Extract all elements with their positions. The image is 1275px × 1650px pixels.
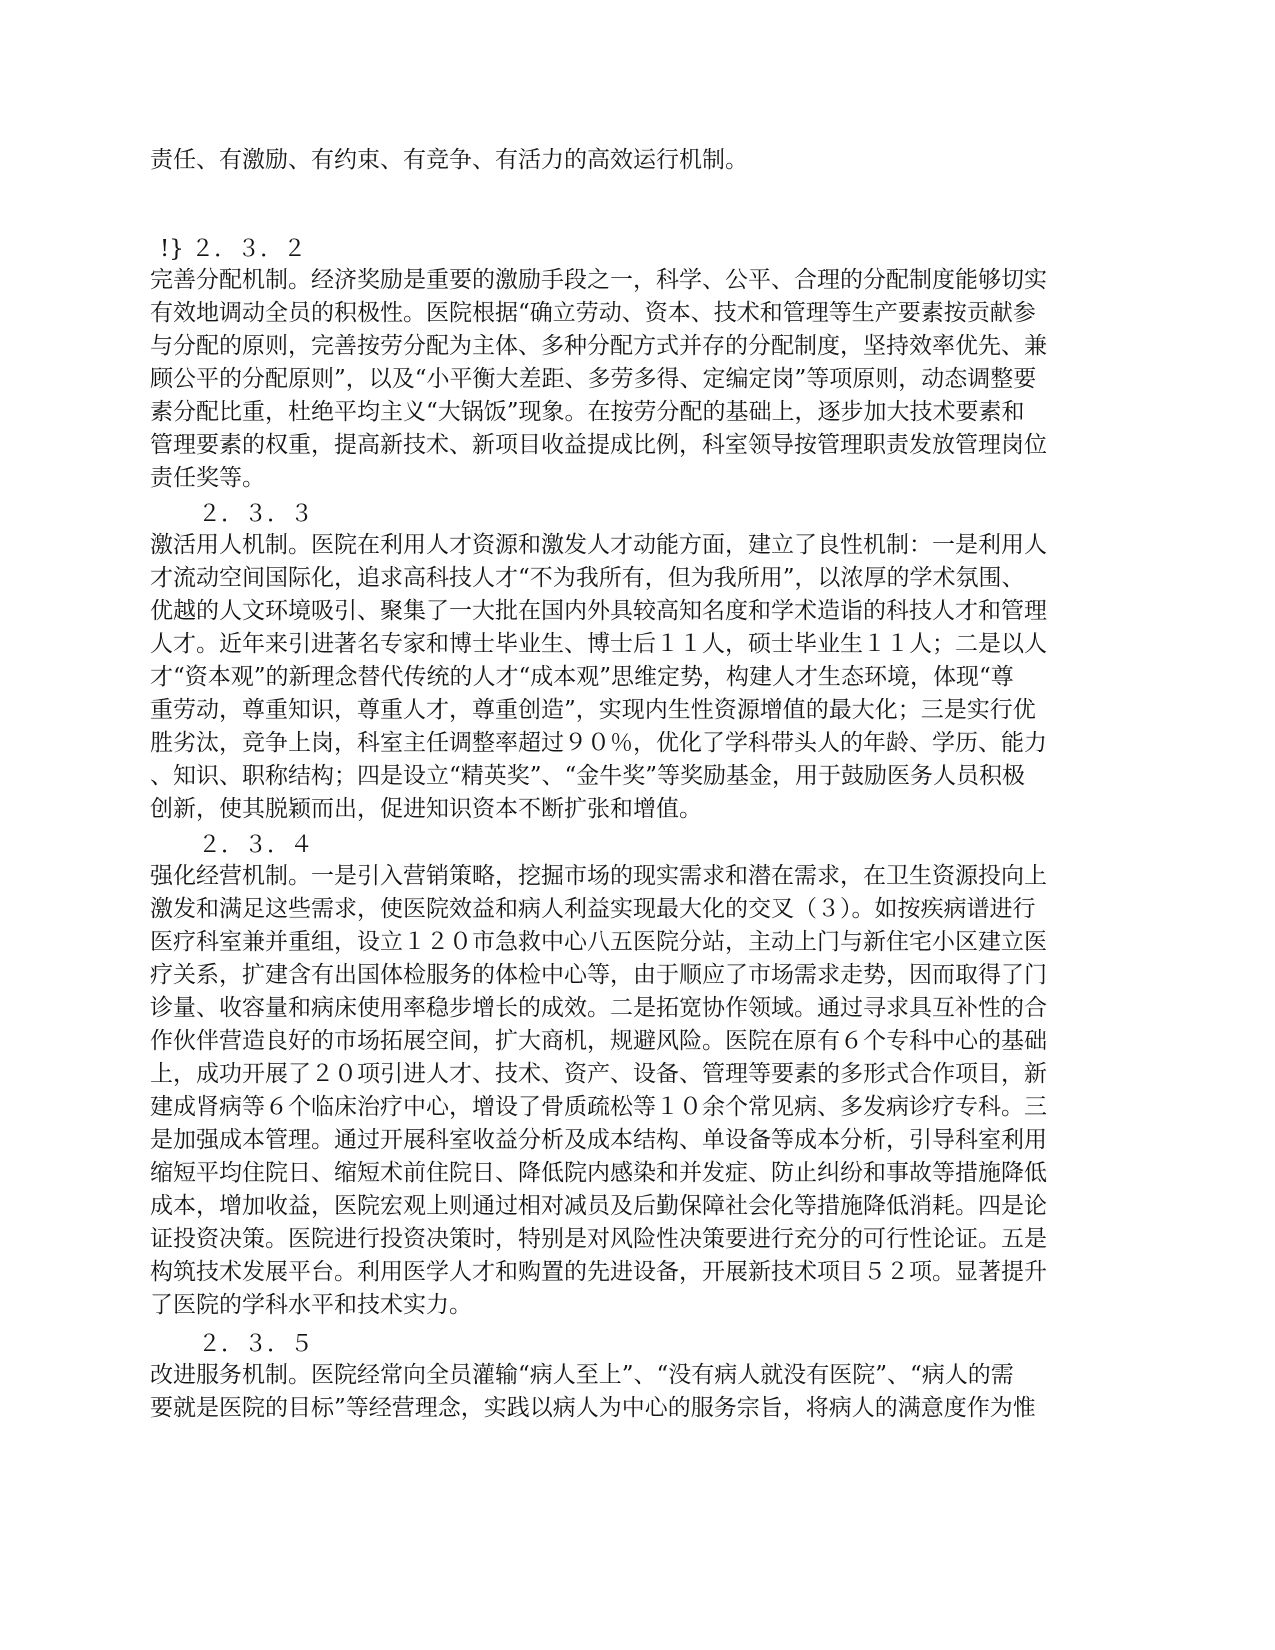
paragraph-line: 成本，增加收益，医院宏观上则通过相对减员及后勤保障社会化等措施降低消耗。四是论: [150, 1193, 1047, 1219]
paragraph-line: 了医院的学科水平和技术实力。: [150, 1292, 472, 1318]
paragraph-line: 上，成功开展了２０项引进人才、技术、资产、设备、管理等要素的多形式合作项目，新: [150, 1061, 1047, 1087]
intro-line: 责任、有激励、有约束、有竞争、有活力的高效运行机制。: [150, 147, 748, 173]
paragraph-line: 人才。近年来引进著名专家和博士毕业生、博士后１１人，硕士毕业生１１人；二是以人: [150, 631, 1047, 657]
paragraph-line: 才流动空间国际化，追求高科技人才“不为我所有，但为我所用”，以浓厚的学术氛围、: [150, 565, 1025, 591]
paragraph-line: 优越的人文环境吸引、聚集了一大批在国内外具较高知名度和学术造诣的科技人才和管理: [150, 598, 1047, 624]
paragraph-line: 诊量、收容量和病床使用率稳步增长的成效。二是拓宽协作领域。通过寻求具互补性的合: [150, 995, 1047, 1021]
paragraph-line: 医疗科室兼并重组，设立１２０市急救中心八五医院分站，主动上门与新住宅小区建立医: [150, 929, 1047, 955]
paragraph-line: 顾公平的分配原则”，以及“小平衡大差距、多劳多得、定编定岗”等项原则，动态调整要: [150, 366, 1037, 392]
paragraph-line: 与分配的原则，完善按劳分配为主体、多种分配方式并存的分配制度，坚持效率优先、兼: [150, 333, 1047, 359]
section-heading-2-3-5: ２．３．５: [198, 1331, 313, 1357]
paragraph-line: 证投资决策。医院进行投资决策时，特别是对风险性决策要进行充分的可行性论证。五是: [150, 1226, 1047, 1252]
paragraph-line: 完善分配机制。经济奖励是重要的激励手段之一，科学、公平、合理的分配制度能够切实: [150, 267, 1047, 293]
paragraph-line: 才“资本观”的新理念替代传统的人才“成本观”思维定势，构建人才生态环境，体现“尊: [150, 664, 1014, 690]
paragraph-line: 激发和满足这些需求，使医院效益和病人利益实现最大化的交叉（３）。如按疾病谱进行: [150, 896, 1036, 922]
paragraph-line: 重劳动，尊重知识，尊重人才，尊重创造”，实现内生性资源增值的最大化；三是实行优: [150, 697, 1036, 723]
paragraph-line: 责任奖等。: [150, 465, 265, 491]
paragraph-line: 疗关系，扩建含有出国体检服务的体检中心等，由于顺应了市场需求走势，因而取得了门: [150, 962, 1047, 988]
paragraph-line: 有效地调动全员的积极性。医院根据“确立劳动、资本、技术和管理等生产要素按贡献参: [150, 300, 1036, 326]
paragraph-line: 创新，使其脱颖而出，促进知识资本不断扩张和增值。: [150, 796, 702, 822]
paragraph-line: 、知识、职称结构；四是设立“精英奖”、“金牛奖”等奖励基金，用于鼓励医务人员积极: [150, 763, 1026, 789]
paragraph-line: 改进服务机制。医院经常向全员灌输“病人至上”、“没有病人就没有医院”、“病人的需: [150, 1362, 1014, 1388]
paragraph-line: 作伙伴营造良好的市场拓展空间，扩大商机，规避风险。医院在原有６个专科中心的基础: [150, 1028, 1047, 1054]
paragraph-line: 素分配比重，杜绝平均主义“大锅饭”现象。在按劳分配的基础上，逐步加大技术要素和: [150, 399, 1025, 425]
section-heading-2-3-2: !} ２．３．２: [160, 236, 307, 262]
section-heading-2-3-3: ２．３．３: [198, 501, 313, 527]
paragraph-line: 胜劣汰，竞争上岗，科室主任调整率超过９０％，优化了学科带头人的年龄、学历、能力: [150, 730, 1047, 756]
paragraph-line: 缩短平均住院日、缩短术前住院日、降低院内感染和并发症、防止纠纷和事故等措施降低: [150, 1160, 1047, 1186]
section-heading-2-3-4: ２．３．４: [198, 832, 313, 858]
paragraph-line: 管理要素的权重，提高新技术、新项目收益提成比例，科室领导按管理职责发放管理岗位: [150, 432, 1047, 458]
paragraph-line: 是加强成本管理。通过开展科室收益分析及成本结构、单设备等成本分析，引导科室利用: [150, 1127, 1047, 1153]
paragraph-line: 强化经营机制。一是引入营销策略，挖掘市场的现实需求和潜在需求，在卫生资源投向上: [150, 863, 1047, 889]
paragraph-line: 构筑技术发展平台。利用医学人才和购置的先进设备，开展新技术项目５２项。显著提升: [150, 1259, 1047, 1285]
paragraph-line: 建成肾病等６个临床治疗中心，增设了骨质疏松等１０余个常见病、多发病诊疗专科。三: [150, 1094, 1047, 1120]
paragraph-line: 激活用人机制。医院在利用人才资源和激发人才动能方面，建立了良性机制：一是利用人: [150, 532, 1047, 558]
paragraph-line: 要就是医院的目标”等经营理念，实践以病人为中心的服务宗旨，将病人的满意度作为惟: [150, 1395, 1036, 1421]
